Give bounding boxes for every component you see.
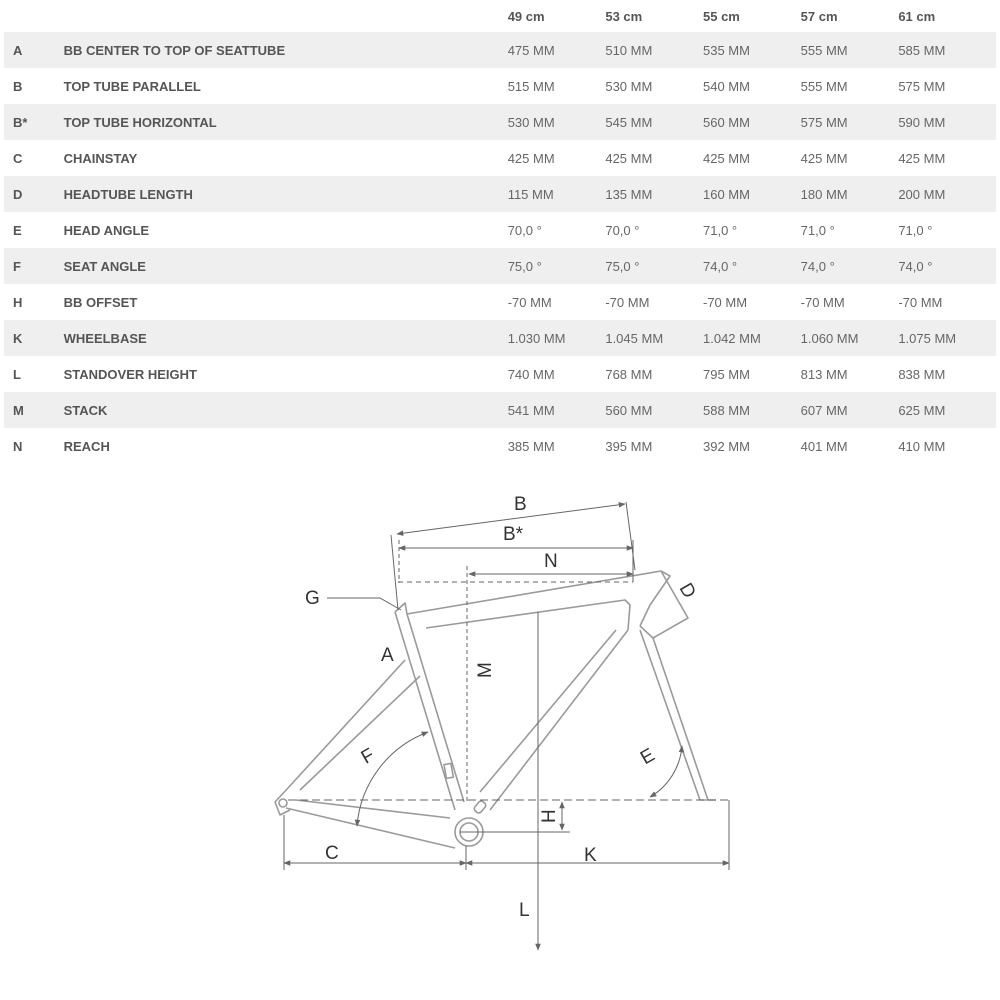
label-A: A	[381, 645, 394, 666]
row-value: 425 MM	[703, 150, 750, 166]
row-value: 115 MM	[508, 176, 606, 212]
row-letter: K	[4, 320, 64, 356]
row-value: 795 MM	[703, 366, 750, 382]
table-body	[4, 32, 996, 464]
row-value: 555 MM	[800, 78, 848, 94]
label-B: B	[514, 494, 527, 515]
row-label: REACH	[63, 438, 110, 454]
table-header-row	[4, 0, 996, 32]
table-row	[4, 68, 996, 104]
label-Bstar: B*	[503, 524, 524, 545]
header-size-55: 55 cm	[703, 8, 740, 24]
table-row	[4, 140, 996, 176]
row-value: 74,0 °	[898, 248, 996, 284]
header-size-49: 49 cm	[507, 8, 545, 24]
row-label: TOP TUBE PARALLEL	[63, 78, 201, 94]
row-value: 541 MM	[508, 392, 606, 428]
row-letter: B*	[4, 104, 64, 140]
label-M: M	[475, 662, 496, 678]
label-N: N	[544, 551, 558, 572]
row-letter: E	[13, 222, 22, 238]
table-row	[4, 212, 996, 248]
row-label: HEAD ANGLE	[63, 222, 150, 238]
label-F: F	[357, 744, 379, 769]
row-value: -70 MM	[898, 294, 943, 310]
row-value: -70 MM	[507, 294, 552, 310]
row-label: BB CENTER TO TOP OF SEATTUBE	[64, 32, 508, 68]
label-C: C	[325, 843, 339, 864]
table-row	[4, 104, 996, 140]
row-value: 768 MM	[605, 366, 653, 382]
row-label: BB OFFSET	[63, 294, 138, 310]
row-value: 425 MM	[898, 150, 946, 166]
row-value: 1.075 MM	[898, 320, 996, 356]
table-row	[4, 248, 996, 284]
row-value: 70,0 °	[605, 222, 640, 238]
row-value: 395 MM	[605, 438, 653, 454]
row-value: 535 MM	[703, 32, 801, 68]
row-value: 545 MM	[605, 104, 703, 140]
row-value: 425 MM	[800, 150, 848, 166]
row-value: 71,0 °	[703, 222, 738, 238]
header-letter-cell	[4, 0, 64, 32]
row-value: 588 MM	[703, 392, 801, 428]
row-value: -70 MM	[703, 294, 748, 310]
row-label: STACK	[64, 392, 508, 428]
label-E: E	[636, 744, 659, 770]
row-letter: M	[4, 392, 64, 428]
label-H: H	[539, 809, 560, 823]
header-size-61: 61 cm	[898, 8, 936, 24]
row-value: 180 MM	[801, 176, 899, 212]
row-value: 515 MM	[507, 78, 555, 94]
geometry-table	[4, 0, 996, 464]
row-value: 74,0 °	[703, 248, 801, 284]
row-value: 530 MM	[508, 104, 606, 140]
row-value: 530 MM	[605, 78, 653, 94]
row-letter: A	[4, 32, 64, 68]
row-value: 510 MM	[605, 32, 703, 68]
row-label: TOP TUBE HORIZONTAL	[64, 104, 508, 140]
bike-frame	[275, 571, 716, 848]
row-value: 575 MM	[801, 104, 899, 140]
table-row	[4, 284, 996, 320]
dimension-labels	[305, 494, 700, 921]
row-value: 401 MM	[800, 438, 848, 454]
frame-geometry-diagram	[0, 470, 1000, 1000]
row-value: 740 MM	[507, 366, 555, 382]
row-value: 410 MM	[898, 438, 946, 454]
row-value: 71,0 °	[898, 222, 933, 238]
row-value: 560 MM	[703, 104, 801, 140]
table-row	[4, 428, 996, 464]
label-K: K	[584, 845, 597, 866]
table-row	[4, 32, 996, 68]
row-value: 1.060 MM	[801, 320, 899, 356]
row-value: 385 MM	[507, 438, 555, 454]
row-value: 585 MM	[898, 32, 996, 68]
row-value: 575 MM	[898, 78, 946, 94]
row-letter: H	[13, 294, 23, 310]
row-value: 425 MM	[507, 150, 555, 166]
row-value: 590 MM	[898, 104, 996, 140]
label-G: G	[305, 588, 320, 609]
row-value: 74,0 °	[801, 248, 899, 284]
row-value: 607 MM	[801, 392, 899, 428]
row-value: 425 MM	[605, 150, 653, 166]
row-label: STANDOVER HEIGHT	[63, 366, 197, 382]
row-value: 540 MM	[703, 78, 750, 94]
row-letter: D	[4, 176, 64, 212]
table-row	[4, 320, 996, 356]
row-value: 75,0 °	[605, 248, 703, 284]
table-row	[4, 176, 996, 212]
row-value: 1.042 MM	[703, 320, 801, 356]
row-value: 71,0 °	[800, 222, 835, 238]
table-row	[4, 392, 996, 428]
row-value: 392 MM	[703, 438, 750, 454]
row-label: WHEELBASE	[64, 320, 508, 356]
row-value: 135 MM	[605, 176, 703, 212]
row-letter: F	[4, 248, 64, 284]
row-letter: B	[13, 78, 23, 94]
row-value: 70,0 °	[507, 222, 542, 238]
header-size-53: 53 cm	[605, 8, 643, 24]
header-label-cell	[64, 0, 508, 32]
row-label: HEADTUBE LENGTH	[64, 176, 508, 212]
row-value: 838 MM	[898, 366, 946, 382]
table-row	[4, 356, 996, 392]
row-value: 555 MM	[801, 32, 899, 68]
dimension-lines	[284, 502, 730, 950]
row-value: -70 MM	[800, 294, 845, 310]
row-value: 475 MM	[508, 32, 606, 68]
row-value: 560 MM	[605, 392, 703, 428]
row-value: 75,0 °	[508, 248, 606, 284]
row-letter: C	[13, 150, 23, 166]
row-value: 1.030 MM	[508, 320, 606, 356]
row-value: 200 MM	[898, 176, 996, 212]
row-letter: N	[13, 438, 23, 454]
row-label: CHAINSTAY	[63, 150, 138, 166]
row-value: 625 MM	[898, 392, 996, 428]
row-value: 813 MM	[800, 366, 848, 382]
row-value: 160 MM	[703, 176, 801, 212]
row-value: 1.045 MM	[605, 320, 703, 356]
row-value: -70 MM	[605, 294, 650, 310]
label-L: L	[519, 900, 530, 921]
header-size-57: 57 cm	[800, 8, 838, 24]
label-D: D	[674, 579, 700, 602]
row-letter: L	[13, 366, 21, 382]
row-label: SEAT ANGLE	[64, 248, 508, 284]
